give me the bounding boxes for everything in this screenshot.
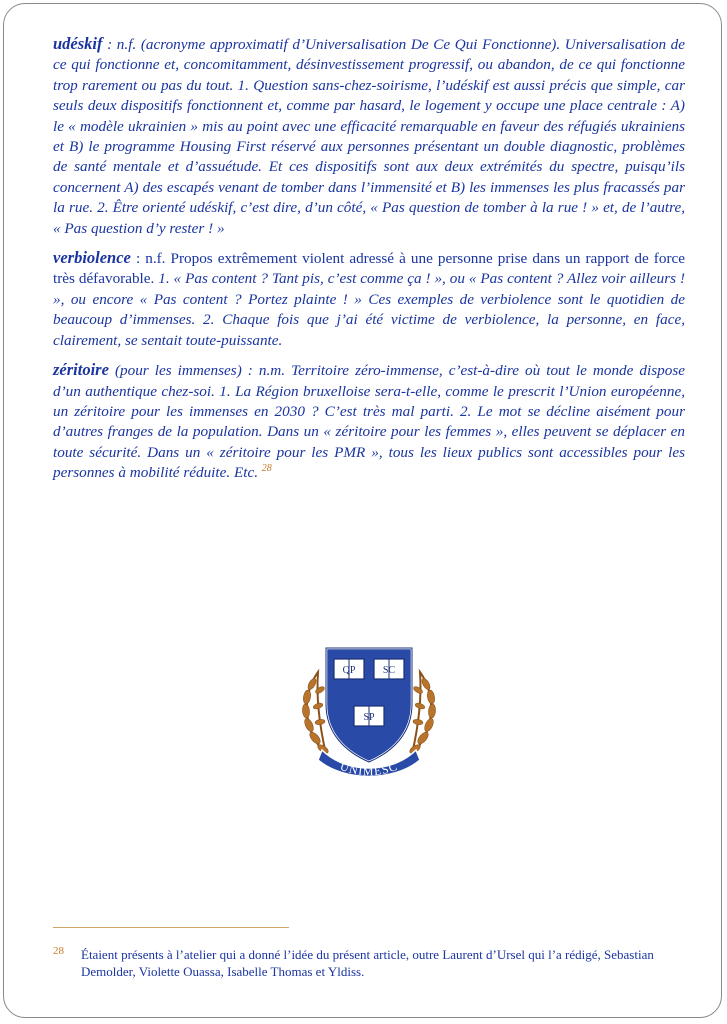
examples-verbiolence: 1. « Pas content ? Tant pis, c’est comme ça ! », ou « Pas content ? Allez voir ailleurs ! », ou encore « Pas content ? Portez plainte ! » Ces exemples de verbiolence sont le quotidien de beaucoup d’immenses. 2. Chaque fois que j’ai été victime de verbiolence, la personne, en face, clairement, se sentait toute-puissante. bbox=[53, 270, 686, 349]
entry-zeritoire bbox=[53, 360, 685, 483]
crest-banner-text: UNIMESC bbox=[338, 758, 400, 779]
entry-verbiolence bbox=[53, 248, 685, 351]
book-label-sp: SP bbox=[363, 712, 375, 723]
term-zeritoire: zéritoire bbox=[53, 360, 109, 380]
term-verbiolence: verbiolence bbox=[53, 248, 131, 268]
footnote-number: 28 bbox=[53, 945, 64, 957]
glossary-content bbox=[53, 34, 685, 493]
term-udeskif: udéskif bbox=[53, 34, 103, 53]
definition-udeskif: : n.f. (acronyme approximatif d’Universalisation De Ce Qui Fonctionne). Universalisation de ce qui fonctionne et, concomitamment, désinvestissement progressif, ou abandon, de ce qui fonctionne trop rarement ou pas du tout. 1. Question sans-chez-soirisme, l’udéskif est aussi précis que simple, car seuls deux dispositifs fonctionnent et, comme par hasard, le logement y occupe une place centrale : A) le « modèle ukrainien » mis au point avec une efficacité remarquable en faveur des réfugiés ukrainiens et B) le programme Housing First réservé aux personnes présentant un double diagnostic, problèmes de santé mentale et d’assuétude. Et ces dispositifs sont aux deux extrémités du spectre, puisqu’ils concernent A) des escapés venant de tomber dans l’immensité et B) les immenses les plus fracassés par la rue. 2. Être orienté udéskif, c’est dire, d’un côté, « Pas question de tomber à la rue ! » et, de l’autre, « Pas question d’y rester ! » bbox=[53, 36, 685, 237]
footnote-reference: 28 bbox=[261, 463, 272, 475]
footnote-separator bbox=[53, 927, 289, 928]
unimesc-crest-logo bbox=[296, 642, 442, 780]
book-label-sc: SC bbox=[382, 665, 396, 676]
definition-verbiolence: : n.f. Propos extrêmement violent adressé à une personne prise dans un rapport de force très défavorable. bbox=[53, 250, 685, 288]
definition-zeritoire: (pour les immenses) : n.m. Territoire zéro-immense, c’est-à-dire où tout le monde dispose d’un authentique chez-soi. 1. La Région bruxelloise sera-t-elle, comme le prescrit l’Union européenne, un zéritoire pour les immenses en 2030 ? C’est très mal parti. 2. Le mot se décline aisément pour d’autres franges de la population. Dans un « zéritoire pour les femmes », elles peuvent se déplacer en toute sécurité. Dans un « zéritoire pour les PMR », tous les lieux publics sont accessibles pour les personnes à mobilité réduite. Etc. bbox=[53, 362, 685, 482]
entry-udeskif bbox=[53, 34, 685, 239]
book-label-qp: QP bbox=[342, 665, 356, 676]
footnote-text: Étaient présents à l’atelier qui a donné l’idée du présent article, outre Laurent d’Ursel qui l’a rédigé, Sebastian Demolder, Violette Ouassa, Isabelle Thomas et Yldiss. bbox=[81, 947, 654, 979]
